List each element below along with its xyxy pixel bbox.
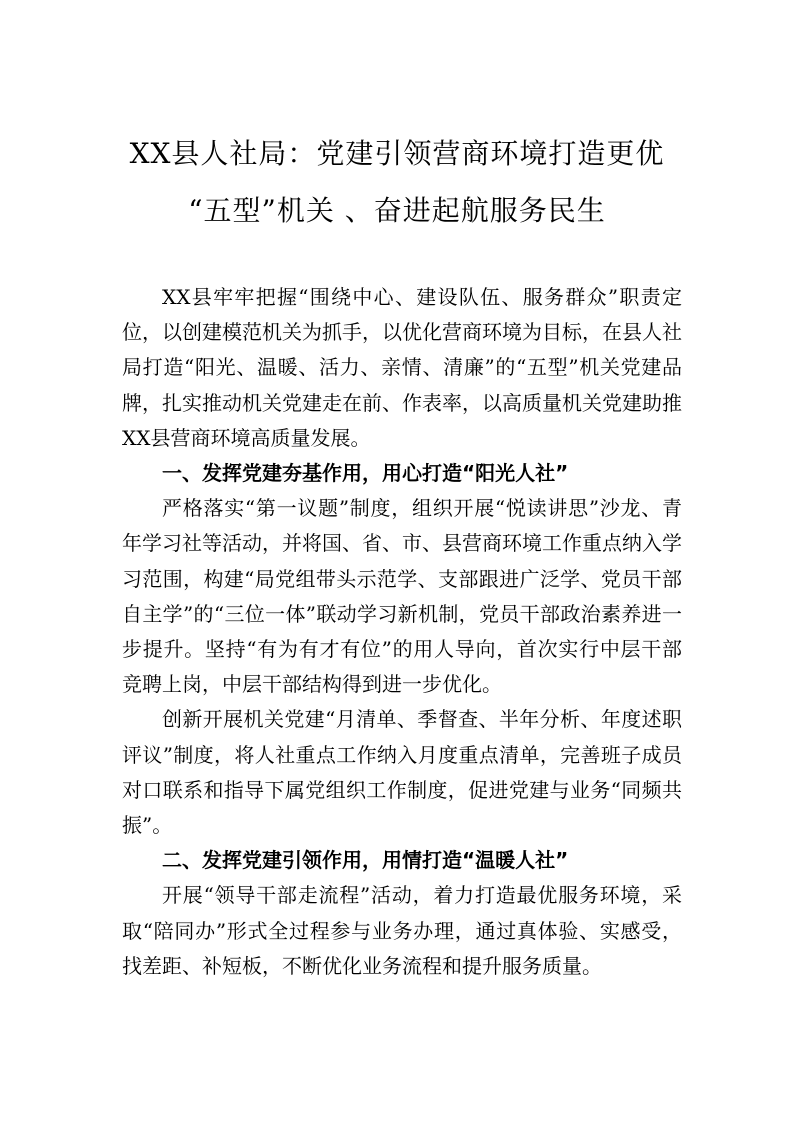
section-2-paragraph-1: 开展“领导干部走流程”活动，着力打造最优服务环境，采取“陪同办”形式全过程参与业务办理，通过真体验、实感受，找差距、补短板，不断优化业务流程和提升服务质量。 — [122, 883, 682, 978]
section-1-paragraph-1: 严格落实“第一议题”制度，组织开展“悦读讲思”沙龙、青年学习社等活动，并将国、省、市、县营商环境工作重点纳入学习范围，构建“局党组带头示范学、支部跟进广泛学、党员干部自主学”的“三位一体”联动学习新机制，党员干部政治素养进一步提升。坚持“有为有才有位”的用人导向，首次实行中层干部竞聘上岗，中层干部结构得到进一步优化。 — [122, 496, 682, 697]
section-1-paragraph-2: 创新开展机关党建“月清单、季督查、半年分析、年度述职评议”制度，将人社重点工作纳入月度重点清单，完善班子成员对口联系和指导下属党组织工作制度，促进党建与业务“同频共振”。 — [122, 707, 682, 838]
document-title-line-1: XX县人社局：党建引领营商环境打造更优 — [129, 137, 665, 170]
document-title-line-2: “五型”机关 、奋进起航服务民生 — [188, 194, 606, 227]
intro-paragraph: XX县牢牢把握“围绕中心、建设队伍、服务群众”职责定位，以创建模范机关为抓手，以优化营商环境为目标，在县人社局打造“阳光、温暖、活力、亲情、清廉”的“五型”机关党建品牌，扎实推动机关党建走在前、作表率，以高质量机关党建助推XX县营商环境高质量发展。 — [122, 285, 682, 450]
section-heading-1: 一、发挥党建夯基作用，用心打造“阳光人社” — [162, 461, 569, 486]
section-heading-2: 二、发挥党建引领作用，用情打造“温暖人社” — [162, 848, 569, 873]
document-body — [122, 280, 682, 984]
